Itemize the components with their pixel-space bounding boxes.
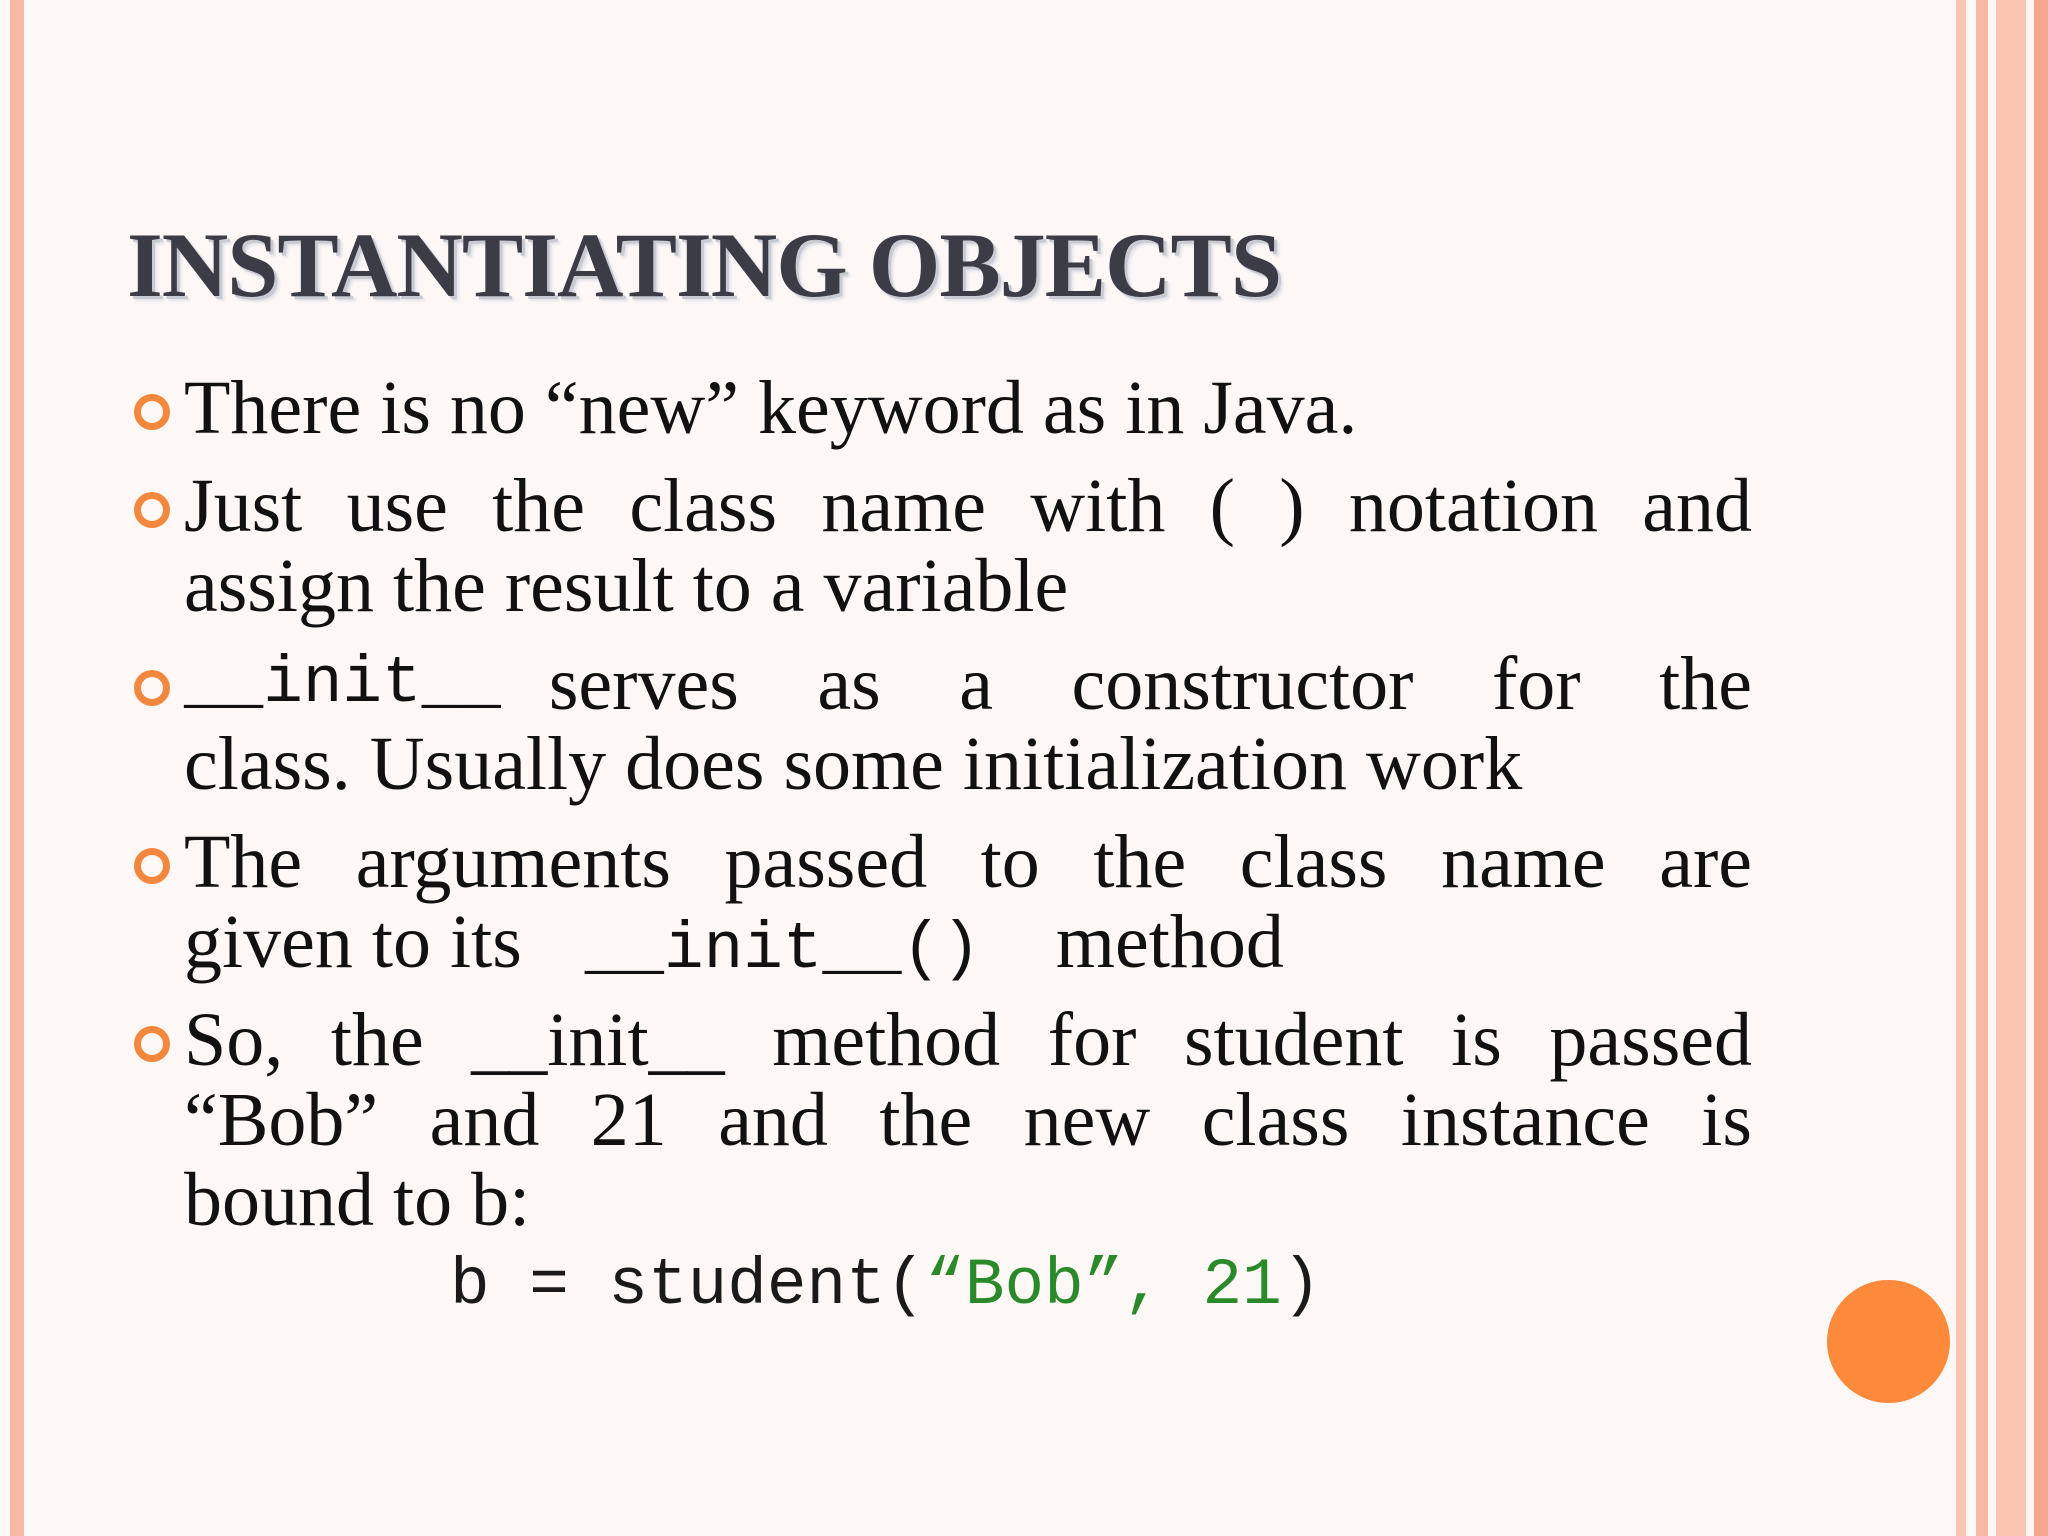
- code-string-literal: “Bob”: [925, 1248, 1124, 1323]
- bullet-ring-icon: [134, 670, 170, 706]
- orange-circle-decoration: [1827, 1280, 1950, 1403]
- bullet-text: “Bob” and 21 and the new class instance is: [184, 1078, 1752, 1162]
- bullet-item: [184, 1000, 1752, 1240]
- bullet-item: [184, 368, 1752, 448]
- code-number-literal: 21: [1202, 1248, 1282, 1323]
- bullet-text: method: [1055, 900, 1284, 984]
- bullet-text: There is no “new” keyword as in Java.: [184, 366, 1358, 450]
- code-separator: ,: [1123, 1248, 1203, 1323]
- slide-title: INSTANTIATING OBJECTS: [127, 214, 1282, 316]
- bullet-item: [184, 820, 1752, 987]
- code-suffix: ): [1281, 1248, 1322, 1323]
- bullet-item: [184, 466, 1752, 626]
- bullet-text: The arguments passed to the class name are: [184, 820, 1752, 904]
- init-method-code: __init__(): [584, 912, 981, 987]
- bullet-line: [184, 900, 1752, 987]
- bullet-text: bound to b:: [184, 1158, 531, 1242]
- bullet-line: [184, 644, 1752, 724]
- bullet-text: given to its: [184, 900, 522, 984]
- bullet-text: assign the result to a variable: [184, 544, 1069, 628]
- bullet-text: serves as a constructor for the: [548, 642, 1752, 726]
- bullet-text: Just use the class name with ( ) notation and: [184, 464, 1752, 548]
- code-example: [450, 1248, 1321, 1323]
- bullet-ring-icon: [134, 394, 170, 430]
- bullet-ring-icon: [134, 848, 170, 884]
- init-code: __init__: [184, 646, 501, 721]
- bullet-item: [184, 644, 1752, 804]
- bullet-ring-icon: [134, 492, 170, 528]
- bullet-text: class. Usually does some initialization work: [184, 722, 1523, 806]
- bullet-text: So, the __init__ method for student is passed: [184, 998, 1752, 1082]
- code-prefix: b = student(: [450, 1248, 926, 1323]
- bullet-ring-icon: [134, 1026, 170, 1062]
